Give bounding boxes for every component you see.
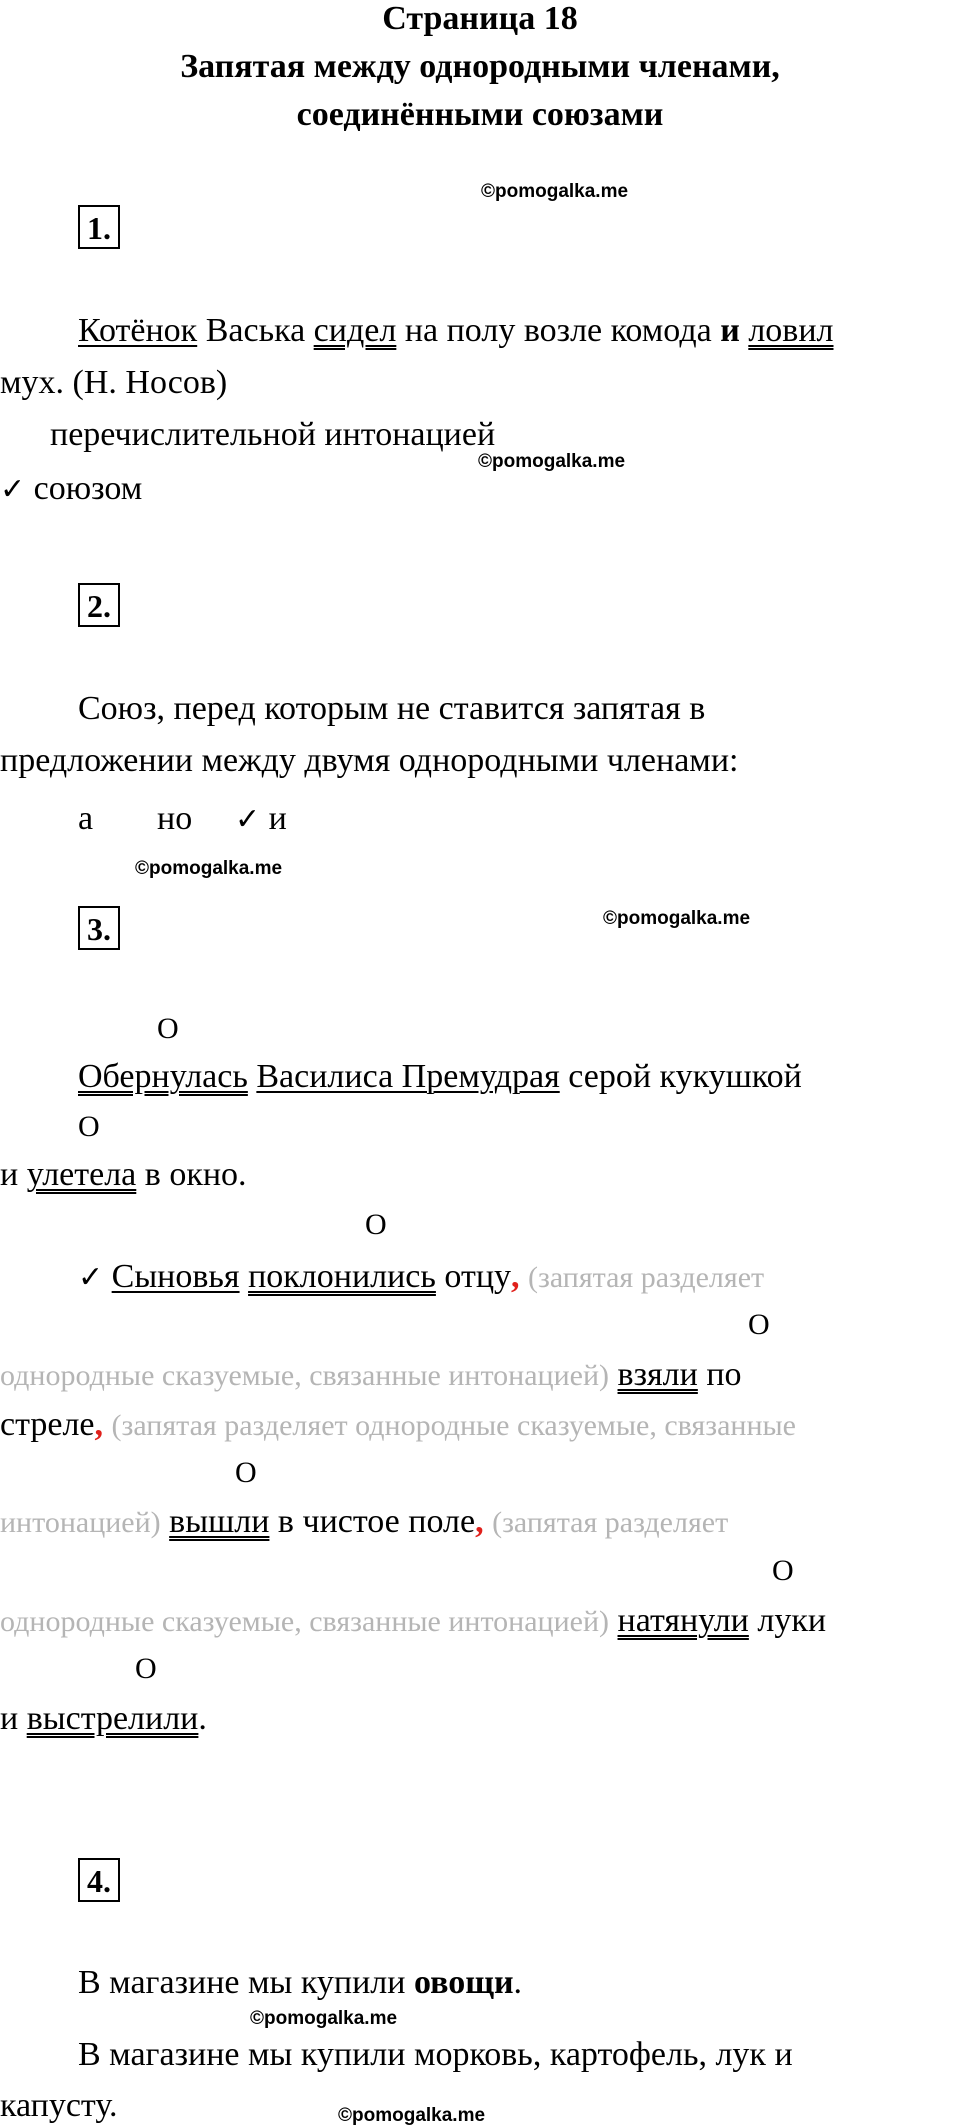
exercise-number: 3. (78, 906, 120, 950)
subject-word: Сыновья (111, 1258, 240, 1295)
watermark: ©pomogalka.me (338, 2105, 486, 2126)
watermark: ©pomogalka.me (250, 2008, 398, 2029)
homogeneous-mark: О (365, 1208, 387, 1241)
red-comma: , (475, 1503, 484, 1540)
sentence-line (0, 1358, 742, 1392)
predicate-word: взяли (617, 1356, 698, 1393)
grey-note: (запятая разделяет (492, 1506, 729, 1539)
text-fragment: в чистое поле (269, 1503, 476, 1540)
text-fragment: стреле (0, 1406, 95, 1443)
question-line: предложении между двумя однородными членами: (0, 742, 739, 779)
conjunction: и (720, 312, 740, 349)
sentence-line: капусту. (0, 2087, 118, 2124)
option-selected (235, 802, 287, 836)
red-comma: , (511, 1258, 520, 1295)
option-text: и (268, 800, 287, 837)
text-fragment: в окно. (136, 1156, 247, 1193)
option-text: союзом (33, 470, 143, 507)
grey-note: однородные сказуемые, связанные интонацией) (0, 1605, 610, 1638)
text-fragment: и (0, 1156, 27, 1193)
text-fragment: по (697, 1356, 742, 1393)
predicate-word: улетела (26, 1156, 137, 1193)
grey-note: интонацией) (0, 1506, 161, 1539)
sentence-line: мух. (Н. Носов) (0, 364, 228, 401)
text-fragment: отцу (435, 1258, 512, 1295)
predicate-word: сидел (313, 312, 397, 349)
text-fragment: В магазине мы купили (78, 1964, 414, 2001)
page-title: Страница 18 (382, 0, 578, 37)
predicate-word: ловил (748, 312, 834, 349)
subject-word: Котёнок (78, 312, 198, 349)
text-fragment: Васька (197, 312, 314, 349)
sentence-line (0, 1604, 826, 1638)
check-icon: ✓ (78, 1260, 104, 1295)
watermark: ©pomogalka.me (603, 908, 751, 929)
watermark: ©pomogalka.me (478, 451, 626, 472)
option-text: перечислительной интонацией (50, 416, 496, 453)
homogeneous-mark: О (748, 1308, 770, 1341)
option-text: а (78, 800, 94, 837)
text-fragment: серой кукушкой (559, 1058, 802, 1095)
predicate-word: поклонились (248, 1258, 436, 1295)
text-fragment: на полу возле комода (396, 312, 721, 349)
homogeneous-mark: О (235, 1456, 257, 1489)
exercise-number: 1. (78, 205, 120, 249)
grey-note: однородные сказуемые, связанные интонацией) (0, 1359, 610, 1392)
text-fragment: луки (748, 1602, 827, 1639)
homogeneous-mark: О (135, 1652, 157, 1685)
section-title: Запятая между однородными членами, (180, 48, 780, 85)
generalizing-word: овощи (413, 1964, 514, 2001)
section-title-line2: соединёнными союзами (296, 96, 664, 133)
option-text: но (157, 800, 193, 837)
sentence-line (78, 1966, 522, 2000)
red-comma: , (94, 1406, 104, 1443)
exercise-number: 4. (78, 1858, 120, 1902)
predicate-word: выстрелили (26, 1700, 199, 1737)
homogeneous-mark: О (78, 1110, 100, 1143)
sentence-line (0, 1702, 207, 1736)
sentence-line: В магазине мы купили морковь, картофель, лук и (78, 2036, 793, 2073)
homogeneous-mark: О (772, 1554, 794, 1587)
question-line: Союз, перед которым не ставится запятая в (78, 690, 706, 727)
predicate-word: Обернулась (78, 1058, 248, 1095)
sentence-line (0, 1408, 796, 1442)
sentence-line (78, 1060, 802, 1094)
exercise-number: 2. (78, 583, 120, 627)
check-icon: ✓ (235, 802, 261, 837)
sentence-line (0, 1505, 728, 1539)
check-icon: ✓ (0, 472, 26, 507)
predicate-word: вышли (169, 1503, 270, 1540)
watermark: ©pomogalka.me (481, 181, 629, 202)
option-selected (0, 472, 142, 506)
homogeneous-mark: О (157, 1012, 179, 1045)
sentence-line (0, 1158, 247, 1192)
text-fragment: и (0, 1700, 27, 1737)
text-fragment: . (198, 1700, 207, 1737)
grey-note: (запятая разделяет (528, 1261, 765, 1294)
text-fragment: . (513, 1964, 523, 2001)
grey-note: (запятая разделяет однородные сказуемые, связанные (111, 1409, 796, 1442)
predicate-word: натянули (617, 1602, 749, 1639)
sentence-line (78, 314, 834, 348)
subject-word: Василиса Премудрая (256, 1058, 560, 1095)
sentence-line (78, 1260, 764, 1294)
watermark: ©pomogalka.me (135, 858, 283, 879)
